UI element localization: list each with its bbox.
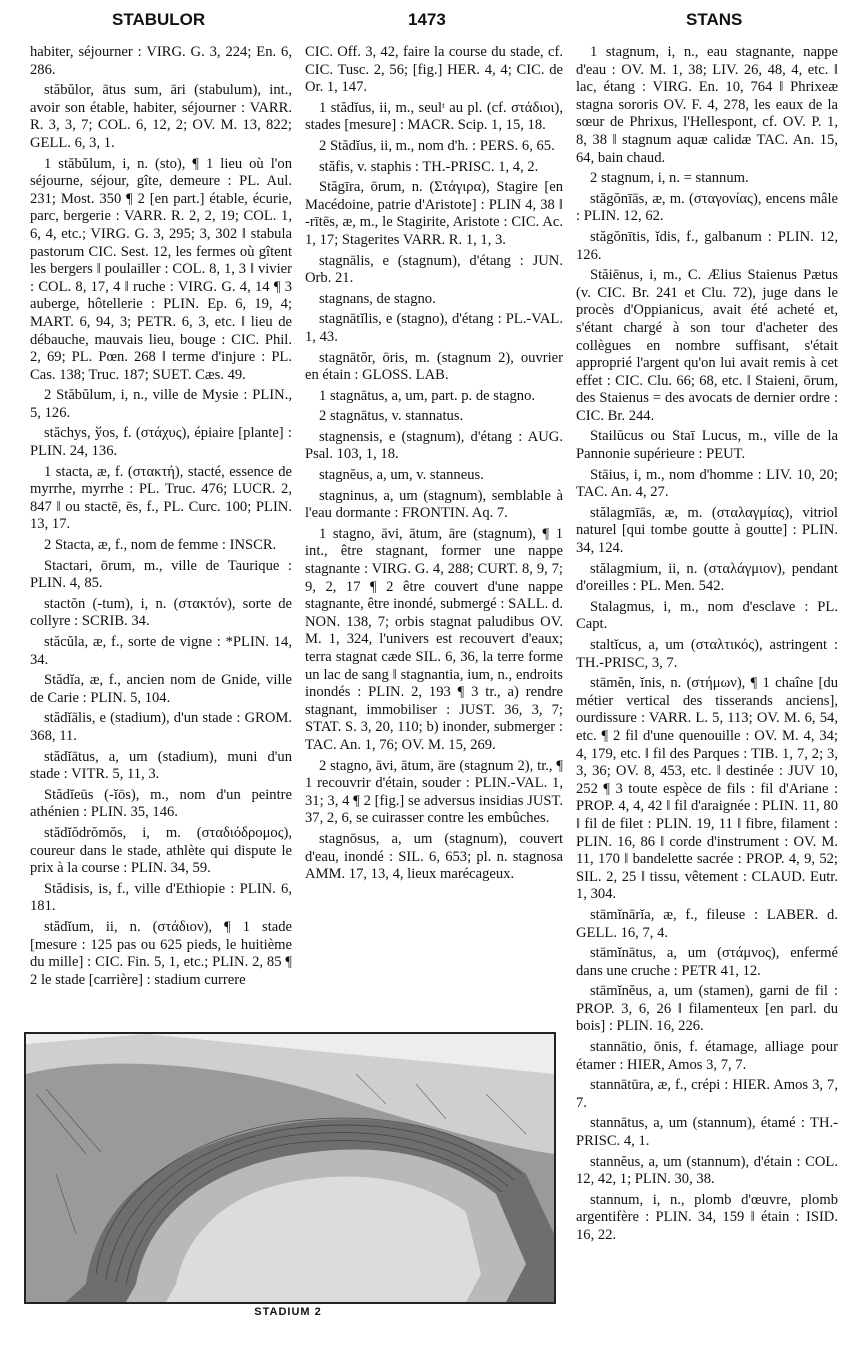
entry: stāmĭnātus, a, um (στάμνος), enfermé dans une cruche : PETR 41, 12.: [576, 945, 838, 979]
entry: stagnātĭlis, e (stagno), d'étang : PL.-VAL. 1, 43.: [305, 311, 563, 345]
entry: Stădĭa, æ, f., ancien nom de Gnide, ville de Carie : PLIN. 5, 104.: [30, 672, 292, 706]
entry: 2 Stădĭus, ii, m., nom d'h. : PERS. 6, 65.: [319, 137, 555, 154]
entry: Stădĭeūs (-ĭōs), m., nom d'un peintre athénien : PLIN. 35, 146.: [30, 786, 292, 821]
entry: stăfis, v. staphis : TH.-PRISC. 1, 4, 2.: [319, 158, 539, 175]
entry: Stāius, i, m., nom d'homme : LIV. 10, 20; TAC. An. 4, 27.: [576, 466, 838, 501]
entry: Stactari, ōrum, m., ville de Taurique : PLIN. 4, 85.: [30, 557, 292, 592]
entry: stăcŭla, æ, f., sorte de vigne : *PLIN. 14, 34.: [30, 634, 292, 668]
entry: 1 stăbŭlum, i, n. (sto), ¶ 1 lieu où l'on séjourne, séjour, gîte, demeure : PL. Aul. 231; Most. 350 ¶ 2 [en part.] étable, écurie, parc, bergerie : VARR. R. 2, 2, 19; COL. 1, 6, 4, etc.; VIRG. G. 3, 295; 3, 302 ‖ stabula pastorum CIC. Sest. 12, les fermes où gîtent les bergers ‖ poulailler : COL. 8, 1, 3 ‖ vivier : COL. 8, 17, 4 ‖ ruche : VIRG. G. 4, 14 ¶ 3 auberge, hôtellerie : PLIN. Ep. 6, 19, 4; MART. 6, 94, 3; PETR. 6, 3, etc. ‖ lieu de débauche, mauvais lieu, bouge : CIC. Phil. 2, 69; PL. Pœn. 268 ‖ terme d'injure : PL. Cas. 138; Truc. 187; SUET. Cæs. 49.: [30, 155, 292, 383]
entry: stagninus, a, um (stagnum), semblable à l'eau dormante : FRONTIN. Aq. 7.: [305, 487, 563, 522]
entry: 2 Stacta, æ, f., nom de femme : INSCR.: [44, 537, 277, 554]
entry: stăgŏnīās, æ, m. (σταγονίας), encens mâle : PLIN. 12, 62.: [576, 190, 838, 225]
entry: stagnōsus, a, um (stagnum), couvert d'eau, inondé : SIL. 6, 653; pl. n. stagnosa AMM. 17, 13, 4, lieux marécageux.: [305, 830, 563, 883]
entry: stāmĕn, ĭnis, n. (στήμων), ¶ 1 chaîne [du métier vertical des tisserands anciens], ourdissure : VARR. L. 5, 113; OV. M. 6, 54, etc. ¶ 2 fil d'une quenouille : OV. M. 4, 34; 4, 179, etc. ‖ fil des Parques : TIB. 1, 7, 2; 3, 3, 36; OV. 8, 453, etc. ‖ destinée : JUV 10, 252 ¶ 3 toute espèce de fils : fil d'Ariane : PROP. 4, 4, 42 ‖ fil d'araignée : PLIN. 11, 80 ‖ fil de filet : PLIN. 19, 11 ‖ fibre, filament : PLIN. 16, 86 ‖ corde d'instrument : OV. M. 11, 170 ‖ bandelette sacrée : PROP. 4, 9, 52; SIL. 2, 25 ‖ tissu, vêtement : CLAUD. Eutr. 1, 304.: [576, 675, 838, 903]
stadium-illustration: [24, 1032, 556, 1304]
column-right: [576, 44, 838, 1248]
entry: stannātūra, æ, f., crépi : HIER. Amos 3, 7, 7.: [576, 1077, 838, 1111]
running-header: [0, 10, 854, 40]
entry: 1 stagnātus, a, um, part. p. de stagno.: [319, 387, 536, 404]
entry: 1 stagnum, i, n., eau stagnante, nappe d'eau : OV. M. 1, 38; LIV. 26, 48, 4, etc. ‖ lac, étang : VIRG. En. 10, 764 ‖ Phrixeæ stagna sororis OV. F. 4, 278, les eaux de la sœur de Phrixus, l'Hellespont, cf. OV. P. 1, 8, 38 ‖ stagnum aquæ calidæ TAC. An. 15, 64, bain chaud.: [576, 44, 838, 166]
entry: staltĭcus, a, um (σταλτικός), astringent : TH.-PRISC, 3, 7.: [576, 637, 838, 671]
entry: stactŏn (-tum), i, n. (στακτόν), sorte de collyre : SCRIB. 34.: [30, 595, 292, 630]
header-left-word: STABULOR: [112, 10, 206, 29]
entry: Stăgīra, ōrum, n. (Στάγιρα), Stagire [en Macédoine, patrie d'Aristote] : PLIN 4, 38 ‖ -rītēs, æ, m., le Stagirite, Aristote : CIC. Ac. 1, 17; Stagerites VARR. R. 1, 1, 3.: [305, 179, 563, 248]
entry: stāmĭnārĭa, æ, f., fileuse : LABER. d. GELL. 16, 7, 4.: [576, 906, 838, 941]
header-right-word: STANS: [686, 10, 743, 29]
entry: stannum, i, n., plomb d'œuvre, plomb argentifère : PLIN. 34, 159 ‖ étain : ISID. 16, 22.: [576, 1191, 838, 1243]
entry: stăbŭlor, ātus sum, āri (stabulum), int., avoir son étable, habiter, séjourner : VARR. R. 3, 3, 7; COL. 6, 12, 2; OV. M. 13, 822; GELL. 6, 3, 1.: [30, 82, 292, 151]
stadium-engraving: [26, 1034, 554, 1302]
entry: stagnātŏr, ōris, m. (stagnum 2), ouvrier en étain : GLOSS. LAB.: [305, 349, 563, 384]
entry: Stalagmus, i, m., nom d'esclave : PL. Capt.: [576, 598, 838, 633]
entry: 1 stagno, āvi, ātum, āre (stagnum), ¶ 1 int., être stagnant, former une nappe stagnante : VIRG. G. 4, 288; CURT. 8, 9, 7; 9, 2, 17 ¶ 2 être couvert d'une nappe stagnante, être inondé, submergé : SALL. d. NON. 138, 7; orbis stagnat paludibus OV. M. 1, 324, l'univers est recouvert d'eaux; terra stagnat cæde SIL. 6, 36, la terre forme un lac de sang ‖ stagnantia, ium, n., endroits inondés : PLIN. 2, 193 ¶ 3 tr., a) rendre stagnant, immobiliser : JUST. 36, 3, 7; STAT. S. 3, 20, 110; b) inonder, submerger : TAC. An. 1, 76; OV. M. 15, 269.: [305, 525, 563, 753]
entry: 2 stagno, āvi, ātum, āre (stagnum 2), tr., ¶ 1 recouvrir d'étain, souder : PLIN.-VAL. 1, 31; 3, 4 ¶ 2 [fig.] se adversus insidias JUST. 37, 2, 6, se cuirasser contre les embûches.: [305, 757, 563, 827]
entry: stagnālis, e (stagnum), d'étang : JUN. Orb. 21.: [305, 252, 563, 287]
entry: stălagmīās, æ, m. (σταλαγμίας), vitriol naturel [qui tombe goutte à goutte] : PLIN. 34, 124.: [576, 504, 838, 557]
entry: Stădisis, is, f., ville d'Ethiopie : PLIN. 6, 181.: [30, 880, 292, 915]
column-middle: [305, 44, 563, 887]
column-left: [30, 44, 292, 992]
page-number: 1473: [408, 10, 446, 29]
entry: stannĕus, a, um (stannum), d'étain : COL. 12, 42, 1; PLIN. 30, 38.: [576, 1153, 838, 1188]
entry: stagnensis, e (stagnum), d'étang : AUG. Psal. 103, 1, 18.: [305, 428, 563, 463]
entry: stāmĭnĕus, a, um (stamen), garni de fil : PROP. 3, 6, 26 ‖ filamenteux [en parl. du bois] : PLIN. 16, 226.: [576, 983, 838, 1035]
entry: stăgŏnītis, ĭdis, f., galbanum : PLIN. 12, 126.: [576, 228, 838, 263]
entry: Stailŭcus ou Staī Lucus, m., ville de la Pannonie supérieure : PEUT.: [576, 428, 838, 463]
entry: 2 stagnum, i, n. = stannum.: [590, 170, 749, 187]
entry: Stăiēnus, i, m., C. Ælius Staienus Pætus (v. CIC. Br. 241 et Clu. 72), juge dans le procès d'Oppianicus, avait été acheté et, s'étant chargé à son tour d'acheter des collègues en nombre suffisant, s'était approprié l'argent qu'on lui avait remis à cet effet : CIC. Clu. 66; 68, etc. ‖ Staieni, ōrum, des Staienus = des avocats de dernier ordre : CIC. Br. 244.: [576, 267, 838, 424]
entry: stădĭŏdrŏmŏs, i, m. (σταδιόδρομος), coureur dans le stade, athlète qui dispute le prix à la course : PLIN. 34, 59.: [30, 824, 292, 877]
entry: 1 stacta, æ, f. (στακτή), stacté, essence de myrrhe, myrrhe : PL. Truc. 476; LUCR. 2, 847 ‖ ou stactē, ēs, f., PL. Curc. 100; PLIN. 13, 17.: [30, 463, 292, 533]
entry: 2 stagnātus, v. stannatus.: [319, 408, 464, 425]
entry: stannātio, ōnis, f. étamage, alliage pour étamer : HIER, Amos 3, 7, 7.: [576, 1039, 838, 1073]
entry: CIC. Off. 3, 42, faire la course du stade, cf. CIC. Tusc. 2, 56; [fig.] HER. 4, 4; CIC. de Or. 1, 147.: [305, 44, 563, 96]
entry: habiter, séjourner : VIRG. G. 3, 224; En. 6, 286.: [30, 44, 292, 78]
entry: stagnans, de stagno.: [319, 290, 436, 307]
entry: stăchys, ўos, f. (στάχυς), épiaire [plante] : PLIN. 24, 136.: [30, 425, 292, 460]
entry: stădĭum, ii, n. (στάδιον), ¶ 1 stade [mesure : 125 pas ou 625 pieds, le huitième du mille] : CIC. Fin. 5, 1, etc.; PLIN. 2, 85 ¶ 2 le stade [carrière] : stadium currere: [30, 918, 292, 988]
entry: 1 stădĭus, ii, m., seulᵗ au pl. (cf. στάδιοι), stades [mesure] : MACR. Scip. 1, 15, 18.: [305, 99, 563, 134]
entry: stălagmium, ii, n. (σταλάγμιον), pendant d'oreilles : PL. Men. 542.: [576, 560, 838, 595]
entry: stannātus, a, um (stannum), étamé : TH.-PRISC. 4, 1.: [576, 1115, 838, 1150]
entry: stagnĕus, a, um, v. stanneus.: [319, 467, 484, 484]
entry: stădĭātus, a, um (stadium), muni d'un stade : VITR. 5, 11, 3.: [30, 748, 292, 783]
entry: 2 Stăbŭlum, i, n., ville de Mysie : PLIN., 5, 126.: [30, 387, 292, 421]
figure-caption: STADIUM 2: [254, 1306, 322, 1318]
entry: stădĭālis, e (stadium), d'un stade : GROM. 368, 11.: [30, 710, 292, 744]
